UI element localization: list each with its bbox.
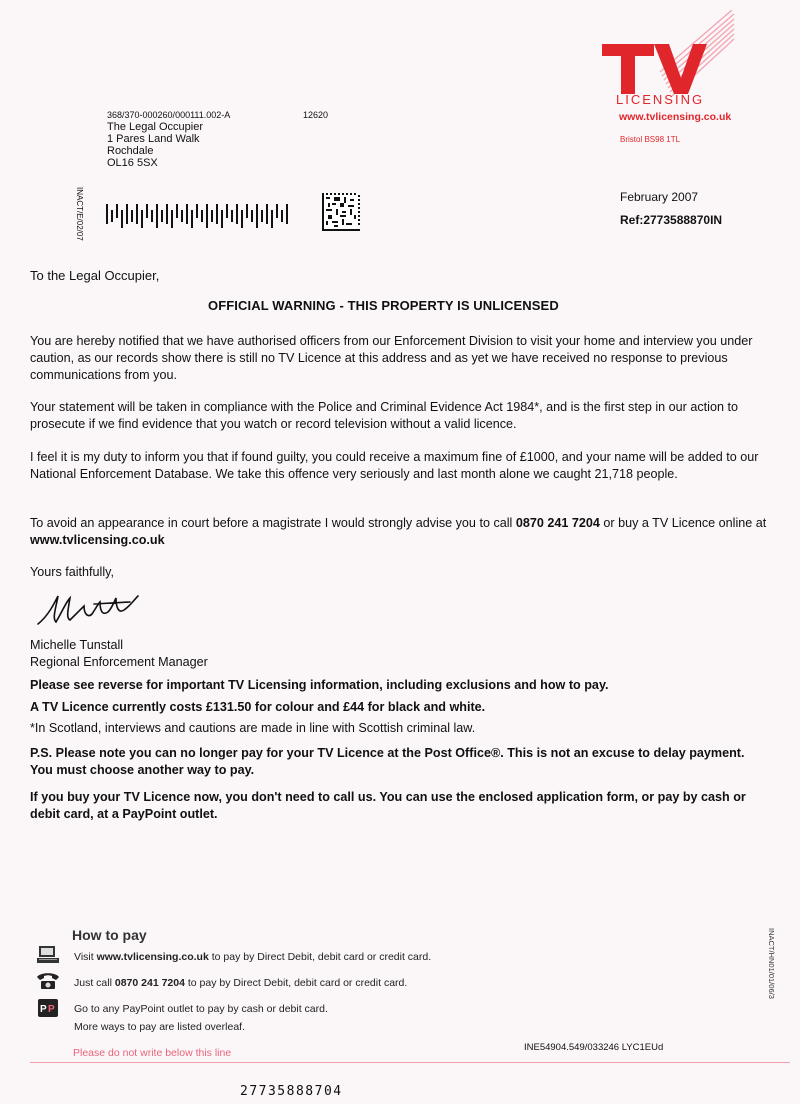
postscript-text: P.S. Please note you can no longer pay for your TV Licence at the Post Office®. This is not an excuse to delay payment. You must choose another way to pay. xyxy=(30,746,745,777)
address-line: The Legal Occupier xyxy=(107,121,203,133)
svg-text:P: P xyxy=(48,1004,55,1015)
signer-title: Regional Enforcement Manager xyxy=(30,655,208,669)
paragraph-1 xyxy=(30,333,770,384)
signer-block xyxy=(30,637,208,671)
paragraph-text: Your statement will be taken in compliance with the Police and Criminal Evidence Act 1984*, and is the first step in our action to prosecute if we find evidence that you watch or record television without a valid licence. xyxy=(30,400,738,431)
paypoint-icon xyxy=(36,998,60,1018)
brand-word: LICENSING xyxy=(616,92,705,107)
phone-number: 0870 241 7204 xyxy=(114,977,185,989)
paragraph-4 xyxy=(30,515,770,549)
side-code-right: INACT/HN01/01/06/3 xyxy=(767,928,776,999)
address-line: Rochdale xyxy=(107,145,154,157)
text-run: or buy a TV Licence online at xyxy=(599,516,767,530)
address-line: 1 Pares Land Walk xyxy=(107,133,200,145)
text-run: to pay by Direct Debit, debit card or credit card. xyxy=(208,951,432,963)
pay-online-row xyxy=(74,951,431,963)
postscript xyxy=(30,745,770,779)
salutation: To the Legal Occupier, xyxy=(30,268,160,283)
text-run: to pay by Direct Debit, debit card or credit card. xyxy=(184,977,408,989)
letterhead-address: Bristol BS98 1TL xyxy=(620,135,681,144)
reference-number: Ref:2773588870IN xyxy=(620,213,723,227)
paragraph-text xyxy=(30,515,770,549)
pay-phone-row xyxy=(74,977,407,989)
paragraph-text: I feel it is my duty to inform you that if found guilty, you could receive a maximum fine of £1000, and your name will be added to our National Enforcement Database. We take this offence very seriously and last month alone we caught 21,718 people. xyxy=(30,450,759,481)
pay-paypoint-row: Go to any PayPoint outlet to pay by cash or debit card. xyxy=(74,1003,328,1015)
paragraph-2 xyxy=(30,399,770,433)
footer-code: INE54904.549/033246 LYC1EUd xyxy=(524,1042,664,1053)
do-not-write-note: Please do not write below this line xyxy=(73,1047,232,1059)
text-run: Visit xyxy=(74,951,97,963)
text-run: To avoid an appearance in court before a magistrate I would strongly advise you to call xyxy=(30,516,516,530)
text-run: Just call xyxy=(74,977,115,989)
computer-icon xyxy=(36,945,60,965)
2d-matrix-code xyxy=(322,193,360,231)
footer-number: 27735888704 xyxy=(240,1084,343,1099)
how-to-pay-title: How to pay xyxy=(72,927,147,943)
postal-barcode xyxy=(106,200,291,228)
svg-text:P: P xyxy=(40,1004,47,1015)
note-reverse: Please see reverse for important TV Licensing information, including exclusions and how to pay. xyxy=(30,678,609,692)
address-line: OL16 5SX xyxy=(107,157,158,169)
recipient-address xyxy=(107,121,203,169)
letter-date: February 2007 xyxy=(620,190,699,204)
phone-number: 0870 241 7204 xyxy=(515,516,600,530)
side-reference-code: INACT/E/02/07 xyxy=(75,187,84,241)
paragraph-3 xyxy=(30,449,770,483)
website-link: www.tvlicensing.co.uk xyxy=(30,533,165,547)
telephone-icon xyxy=(36,971,60,991)
final-note-text: If you buy your TV Licence now, you don't need to call us. You can use the enclosed application form, or pay by cash or debit card, at a PayPoint outlet. xyxy=(30,790,746,821)
website-link: www.tvlicensing.co.uk xyxy=(96,951,209,963)
divider-line xyxy=(30,1062,790,1063)
note-cost: A TV Licence currently costs £131.50 for colour and £44 for black and white. xyxy=(30,700,486,714)
closing: Yours faithfully, xyxy=(30,565,115,579)
note-scotland: *In Scotland, interviews and cautions are made in line with Scottish criminal law. xyxy=(30,721,476,735)
warning-heading: OFFICIAL WARNING - THIS PROPERTY IS UNLICENSED xyxy=(208,298,559,313)
mailing-reference-2: 12620 xyxy=(303,110,329,120)
signer-name: Michelle Tunstall xyxy=(30,638,124,652)
final-note xyxy=(30,789,770,823)
letterhead-url: www.tvlicensing.co.uk xyxy=(619,111,732,123)
pay-more-row: More ways to pay are listed overleaf. xyxy=(74,1021,245,1033)
mailing-reference: 368/370-000260/000111.002-A xyxy=(107,110,231,120)
paragraph-text: You are hereby notified that we have authorised officers from our Enforcement Division to visit your home and interview you under caution, as our records show there is still no TV Licence at this address and as yet we have received no response to previous communications from you. xyxy=(30,334,753,382)
signature xyxy=(34,592,144,630)
